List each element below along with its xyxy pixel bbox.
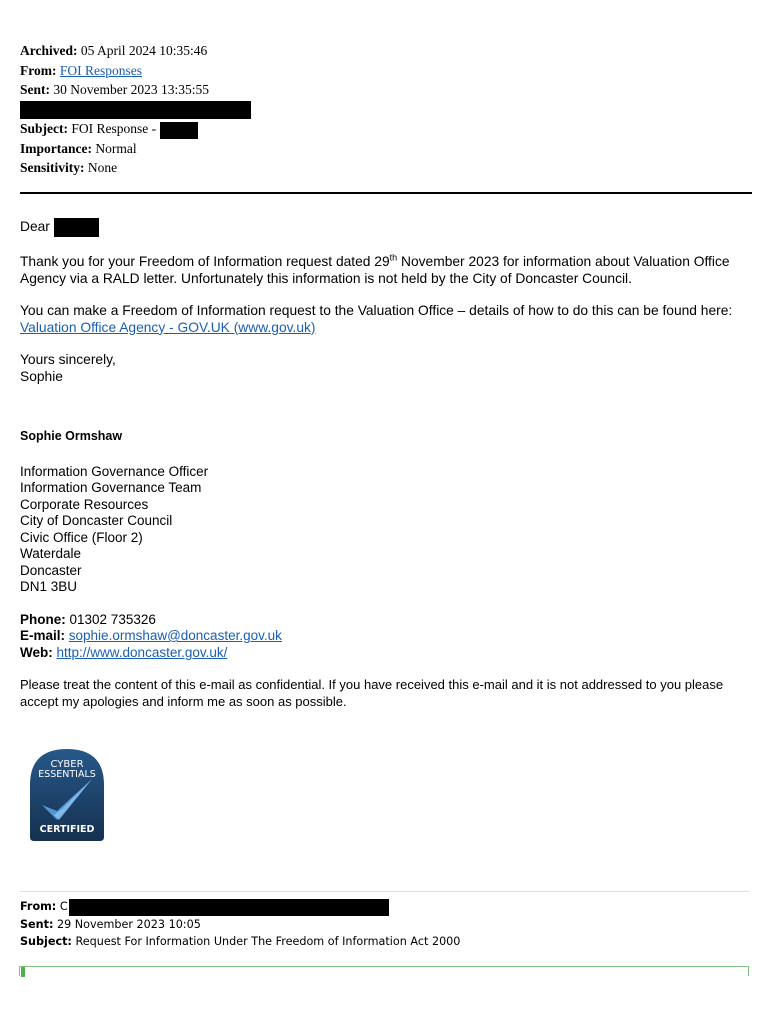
email-link[interactable]: sophie.ormshaw@doncaster.gov.uk <box>68 628 282 643</box>
archived-label: Archived: <box>20 43 78 58</box>
phone-value: 01302 735326 <box>69 611 156 627</box>
from-row <box>20 61 251 81</box>
subject-row <box>20 119 251 139</box>
badge-line-1: CYBER <box>50 759 84 770</box>
sensitivity-value: None <box>87 160 118 176</box>
archived-row <box>20 41 251 61</box>
forwarded-from-row <box>20 898 460 916</box>
redaction-bar <box>160 122 198 139</box>
web-row <box>20 645 755 662</box>
email-header <box>20 41 251 178</box>
web-link[interactable]: http://www.doncaster.gov.uk/ <box>56 644 228 660</box>
badge-line-3: CERTIFIED <box>39 824 95 835</box>
closing <box>20 352 755 385</box>
redaction-bar <box>54 218 99 237</box>
forwarded-sent-value: 29 November 2023 10:05 <box>57 917 201 931</box>
paragraph-2-text: You can make a Freedom of Information request to the Valuation Office – details of how to do this can be found here: <box>20 303 733 318</box>
sent-label: Sent: <box>20 82 50 97</box>
paragraph-2 <box>20 303 755 336</box>
signature-name: Sophie Ormshaw <box>20 429 123 443</box>
address-line: DN1 3BU <box>20 579 78 594</box>
from-label: From: <box>20 62 57 78</box>
to-row-redacted <box>20 100 251 120</box>
forwarded-from-value: C <box>59 900 68 913</box>
email-body <box>20 218 755 710</box>
greeting-text: Dear <box>20 219 50 235</box>
archived-value: 05 April 2024 10:35:46 <box>80 43 208 58</box>
signature-contacts <box>20 612 755 662</box>
disclaimer: Please treat the content of this e-mail as confidential. If you have received this e-mail and it is not addressed to you please accept my apologies and inform me as soon as possible. <box>20 677 724 709</box>
quoted-message-banner <box>19 966 749 976</box>
address-line: Civic Office (Floor 2) <box>20 529 143 545</box>
from-link[interactable]: FOI Responses <box>59 62 143 78</box>
subject-label: Subject: <box>20 121 68 137</box>
header-divider <box>20 192 752 194</box>
signature-address <box>20 464 755 596</box>
forwarded-subject-label: Subject: <box>20 934 72 948</box>
paragraph-1-text-a: Thank you for your Freedom of Information request dated 29 <box>20 254 390 269</box>
ordinal-suffix: th <box>389 252 398 263</box>
cyber-essentials-logo-icon <box>26 745 108 843</box>
forwarded-divider <box>20 891 750 892</box>
address-line: Information Governance Team <box>20 480 202 495</box>
address-line: Waterdale <box>20 546 82 561</box>
phone-label: Phone: <box>20 611 66 627</box>
email-row <box>20 628 755 645</box>
forwarded-sent-label: Sent: <box>20 917 54 931</box>
address-line: Corporate Resources <box>20 496 149 512</box>
address-line: City of Doncaster Council <box>20 513 173 528</box>
greeting <box>20 218 755 237</box>
gov-uk-link[interactable]: Valuation Office Agency - GOV.UK (www.gov.uk) <box>20 319 316 335</box>
closing-text: Yours sincerely, <box>20 352 116 367</box>
importance-label: Importance: <box>20 140 92 156</box>
importance-row <box>20 139 251 159</box>
forwarded-subject-row <box>20 933 460 950</box>
sensitivity-row <box>20 158 251 178</box>
forwarded-sent-row <box>20 916 460 933</box>
importance-value: Normal <box>95 140 137 156</box>
forwarded-subject-value: Request For Information Under The Freedom of Information Act 2000 <box>75 934 461 948</box>
forwarded-from-label: From: <box>20 900 57 913</box>
phone-row <box>20 612 755 629</box>
web-label: Web: <box>20 644 53 660</box>
cyber-essentials-badge <box>26 745 108 843</box>
badge-line-2: ESSENTIALS <box>38 769 96 780</box>
sent-row <box>20 80 251 100</box>
email-label: E-mail: <box>20 628 66 643</box>
address-line: Information Governance Officer <box>20 463 209 479</box>
subject-value: FOI Response - <box>71 121 157 137</box>
sensitivity-label: Sensitivity: <box>20 160 85 176</box>
sent-value: 30 November 2023 13:35:55 <box>53 82 209 97</box>
redaction-bar <box>20 101 251 119</box>
address-line: Doncaster <box>20 562 82 578</box>
closing-name: Sophie <box>20 368 63 384</box>
redaction-bar <box>69 899 389 916</box>
paragraph-1 <box>20 254 755 287</box>
paragraph-1-text-b: November 2023 for information about Valuation Office Agency via a RALD letter. Unfortunately this information is not held by the City of Doncaster Council. <box>20 254 730 286</box>
forwarded-header <box>20 898 460 950</box>
